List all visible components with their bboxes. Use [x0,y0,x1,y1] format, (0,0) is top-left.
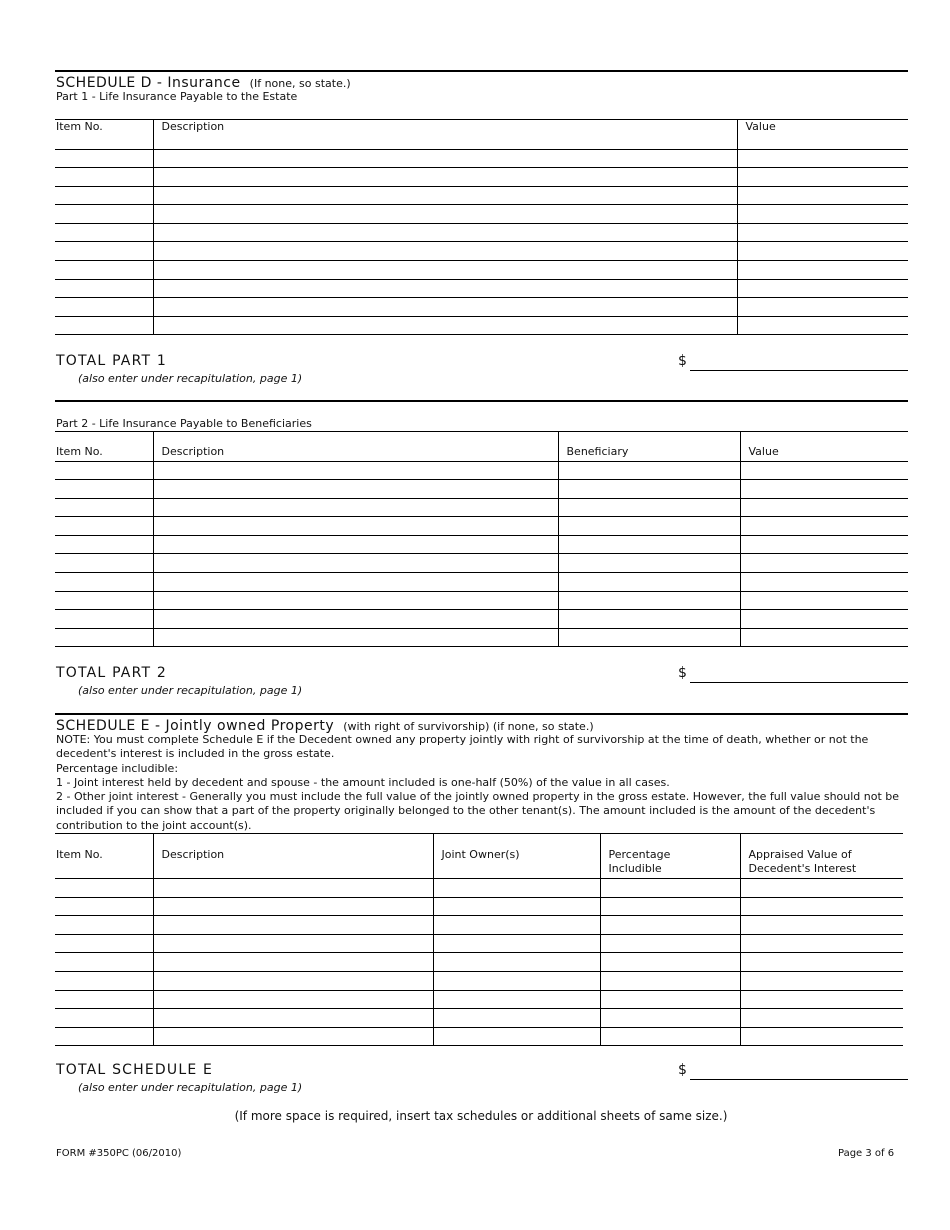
part1-table [55,120,908,335]
table-cell[interactable] [153,916,433,935]
table-cell[interactable] [737,223,908,242]
table-cell[interactable] [737,279,908,298]
table-row [55,517,908,536]
schedule-e-note [56,733,906,833]
table-cell[interactable] [740,953,903,972]
table-cell[interactable] [153,1027,433,1046]
table-cell[interactable] [558,535,740,554]
table-cell[interactable] [153,990,433,1009]
total-part1-label: TOTAL PART 1 [56,353,168,369]
table-cell[interactable] [153,279,737,298]
table-cell[interactable] [433,990,600,1009]
table-cell[interactable] [153,316,737,335]
col-item-no: Item No. [55,432,153,461]
table-row [55,205,908,224]
table-cell[interactable] [55,316,153,335]
table-cell[interactable] [600,1009,740,1028]
table-cell[interactable] [153,149,737,168]
more-space-note: (If more space is required, insert tax schedules or additional sheets of same size.) [234,1109,728,1123]
table-cell[interactable] [55,1009,153,1028]
note-line: Percentage includible: [56,761,179,775]
col-appraised-value: Appraised Value of Decedent's Interest [740,834,903,879]
table-cell[interactable] [55,971,153,990]
table-cell[interactable] [740,879,903,898]
table-row [55,149,908,168]
table-cell[interactable] [55,168,153,187]
part1-rows [55,149,908,335]
table-cell[interactable] [55,261,153,280]
table-cell[interactable] [153,554,558,573]
total-part2-field[interactable] [690,664,908,683]
table-cell[interactable] [740,628,908,647]
table-cell[interactable] [433,953,600,972]
table-row [55,461,908,480]
table-cell[interactable] [153,168,737,187]
col-description: Description [153,834,433,879]
total-part1-note: (also enter under recapitulation, page 1) [78,372,303,385]
page-number: Page 3 of 6 [838,1148,895,1159]
table-cell[interactable] [433,1027,600,1046]
table-cell[interactable] [55,205,153,224]
table-row [55,498,908,517]
table-cell[interactable] [433,934,600,953]
table-cell[interactable] [737,261,908,280]
table-cell[interactable] [153,186,737,205]
table-row [55,610,908,629]
table-cell[interactable] [153,879,433,898]
table-cell[interactable] [153,498,558,517]
table-cell[interactable] [55,223,153,242]
table-cell[interactable] [600,934,740,953]
col-description: Description [153,432,558,461]
table-cell[interactable] [740,1027,903,1046]
note-line: NOTE: You must complete Schedule E if the Decedent owned any property jointly with right of survivorship at the time of death, whether or not the decedent's interest is included in the gross estate. [56,733,869,761]
table-cell[interactable] [153,610,558,629]
table-cell[interactable] [55,498,153,517]
table-cell[interactable] [55,573,153,592]
table-cell[interactable] [55,934,153,953]
table-row [55,971,903,990]
part1-heading: Part 1 - Life Insurance Payable to the Estate [56,90,298,103]
table-cell[interactable] [153,535,558,554]
table-cell[interactable] [153,205,737,224]
total-part1-field[interactable] [690,352,908,371]
table-cell[interactable] [558,461,740,480]
table-cell[interactable] [740,498,908,517]
col-value: Value [740,432,908,461]
table-row [55,168,908,187]
table-cell[interactable] [153,461,558,480]
table-cell[interactable] [740,461,908,480]
table-cell[interactable] [737,242,908,261]
part2-rows [55,461,908,647]
col-value: Value [737,120,908,149]
table-cell[interactable] [737,205,908,224]
table-cell[interactable] [740,916,903,935]
table-cell[interactable] [737,168,908,187]
table-cell[interactable] [55,242,153,261]
col-percentage-includible: Percentage Includible [600,834,740,879]
table-cell[interactable] [558,480,740,499]
table-cell[interactable] [153,480,558,499]
table-cell[interactable] [153,298,737,317]
table-row [55,1009,903,1028]
table-cell[interactable] [55,1027,153,1046]
total-schedule-e-note: (also enter under recapitulation, page 1) [78,1081,303,1094]
table-cell[interactable] [740,517,908,536]
schedule-d-title: SCHEDULE D - Insurance (If none, so state.) [56,75,351,91]
table-cell[interactable] [558,498,740,517]
table-row [55,916,903,935]
table-row [55,242,908,261]
total-part2-label: TOTAL PART 2 [56,665,168,681]
schedule-e-title: SCHEDULE E - Jointly owned Property (with right of survivorship) (if none, so state.) [56,718,594,734]
note-line: 2 - Other joint interest - Generally you must include the full value of the jointly owned property in the gross estate. However, the full value should not be included if you can show that a part of the property originally belonged to the other tenant(s). The amount included is the amount of the decedent's contribution to the joint account(s). [56,790,900,832]
table-cell[interactable] [55,186,153,205]
table-cell[interactable] [558,591,740,610]
schedule-e-rows [55,879,903,1046]
table-cell[interactable] [558,573,740,592]
table-cell[interactable] [55,897,153,916]
table-cell[interactable] [600,990,740,1009]
table-cell[interactable] [153,573,558,592]
table-cell[interactable] [740,610,908,629]
table-cell[interactable] [740,591,908,610]
col-joint-owners: Joint Owner(s) [433,834,600,879]
table-cell[interactable] [740,934,903,953]
table-cell[interactable] [558,610,740,629]
table-cell[interactable] [55,591,153,610]
col-description: Description [153,120,737,149]
col-beneficiary: Beneficiary [558,432,740,461]
table-row [55,934,903,953]
table-cell[interactable] [433,971,600,990]
table-cell[interactable] [600,971,740,990]
table-row [55,591,908,610]
table-row [55,261,908,280]
table-cell[interactable] [558,517,740,536]
table-row [55,186,908,205]
table-cell[interactable] [153,897,433,916]
table-cell[interactable] [153,591,558,610]
schedule-e-table [55,834,903,1046]
table-cell[interactable] [153,628,558,647]
table-cell[interactable] [740,971,903,990]
table-row [55,535,908,554]
part2-table [55,432,908,647]
table-row [55,879,903,898]
total-part1-currency: $ [678,353,687,369]
table-cell[interactable] [153,223,737,242]
table-cell[interactable] [740,573,908,592]
total-part2-currency: $ [678,665,687,681]
col-item-no: Item No. [55,834,153,879]
table-cell[interactable] [433,1009,600,1028]
total-schedule-e-currency: $ [678,1062,687,1078]
table-cell[interactable] [740,535,908,554]
table-cell[interactable] [55,279,153,298]
table-cell[interactable] [55,517,153,536]
table-row [55,990,903,1009]
table-cell[interactable] [737,316,908,335]
table-cell[interactable] [737,298,908,317]
table-cell[interactable] [740,990,903,1009]
table-cell[interactable] [153,242,737,261]
table-cell[interactable] [600,879,740,898]
table-row [55,279,908,298]
table-row [55,953,903,972]
note-line: 1 - Joint interest held by decedent and spouse - the amount included is one-half (50%) of the value in all cases. [56,775,670,789]
table-cell[interactable] [740,480,908,499]
table-row [55,573,908,592]
table-row [55,316,908,335]
table-row [55,554,908,573]
table-cell[interactable] [55,628,153,647]
table-cell[interactable] [55,879,153,898]
form-number: FORM #350PC (06/2010) [56,1148,182,1159]
table-cell[interactable] [55,535,153,554]
table-row [55,628,908,647]
table-cell[interactable] [153,971,433,990]
table-cell[interactable] [433,879,600,898]
table-cell[interactable] [740,1009,903,1028]
table-cell[interactable] [737,149,908,168]
table-cell[interactable] [55,461,153,480]
table-cell[interactable] [55,298,153,317]
table-cell[interactable] [740,897,903,916]
table-cell[interactable] [737,186,908,205]
total-schedule-e-label: TOTAL SCHEDULE E [56,1062,214,1078]
part2-heading: Part 2 - Life Insurance Payable to Beneficiaries [56,417,312,430]
table-cell[interactable] [558,554,740,573]
table-cell[interactable] [600,953,740,972]
table-row [55,298,908,317]
table-cell[interactable] [55,990,153,1009]
total-part2-note: (also enter under recapitulation, page 1) [78,684,303,697]
table-cell[interactable] [153,517,558,536]
table-cell[interactable] [55,916,153,935]
table-row [55,897,903,916]
table-cell[interactable] [55,480,153,499]
table-cell[interactable] [600,916,740,935]
table-cell[interactable] [558,628,740,647]
table-cell[interactable] [55,149,153,168]
table-cell[interactable] [153,261,737,280]
table-cell[interactable] [433,916,600,935]
table-row [55,480,908,499]
table-cell[interactable] [740,554,908,573]
table-cell[interactable] [153,953,433,972]
table-cell[interactable] [55,610,153,629]
table-row [55,223,908,242]
table-cell[interactable] [600,1027,740,1046]
table-cell[interactable] [600,897,740,916]
table-cell[interactable] [55,554,153,573]
table-row [55,1027,903,1046]
table-cell[interactable] [153,934,433,953]
total-schedule-e-field[interactable] [690,1061,908,1080]
table-cell[interactable] [433,897,600,916]
col-item-no: Item No. [55,120,153,149]
table-cell[interactable] [153,1009,433,1028]
part2-top-rule [55,400,908,402]
table-cell[interactable] [55,953,153,972]
